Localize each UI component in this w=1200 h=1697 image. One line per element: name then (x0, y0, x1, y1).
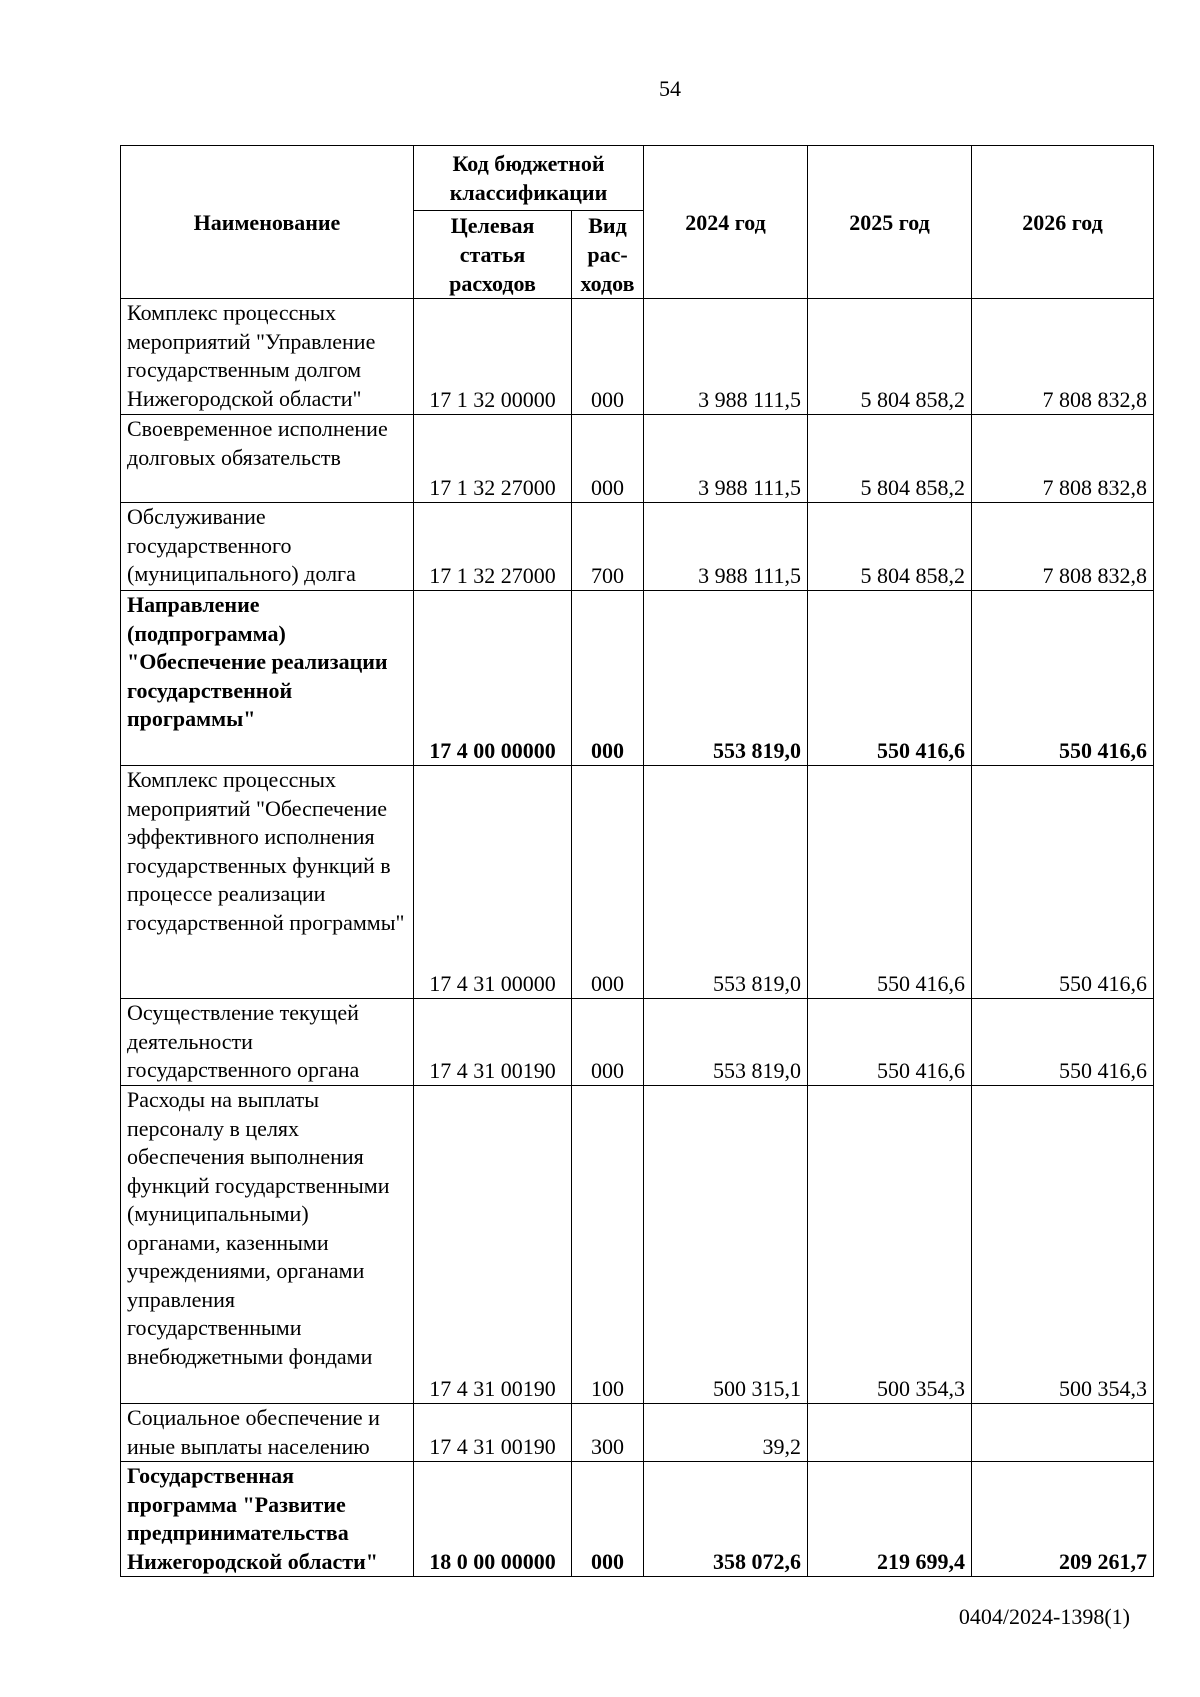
row-kind: 000 (572, 299, 644, 415)
header-2025: 2025 год (808, 146, 972, 299)
header-2026: 2026 год (972, 146, 1154, 299)
row-value-2025: 550 416,6 (808, 766, 972, 999)
row-value-2026: 500 354,3 (972, 1086, 1154, 1404)
row-value-2025: 5 804 858,2 (808, 299, 972, 415)
row-value-2025: 5 804 858,2 (808, 415, 972, 503)
page-number: 54 (659, 76, 681, 101)
table-row (121, 1086, 1154, 1404)
header-2024: 2024 год (644, 146, 808, 299)
row-kind: 000 (572, 766, 644, 999)
row-value-2024: 3 988 111,5 (644, 503, 808, 591)
document-id: 0404/2024-1398(1) (958, 1604, 1130, 1629)
row-value-2026: 209 261,7 (972, 1462, 1154, 1577)
budget-table (120, 145, 1154, 1577)
table-row (121, 299, 1154, 415)
row-name: Обслуживание государственного (муниципального) долга (121, 503, 414, 591)
row-kind: 000 (572, 591, 644, 766)
row-code: 17 4 31 00000 (414, 766, 572, 999)
row-value-2024: 358 072,6 (644, 1462, 808, 1577)
table-row (121, 1404, 1154, 1462)
row-value-2026: 550 416,6 (972, 766, 1154, 999)
row-value-2025: 550 416,6 (808, 591, 972, 766)
row-value-2024: 3 988 111,5 (644, 299, 808, 415)
table-row (121, 415, 1154, 503)
row-value-2026: 7 808 832,8 (972, 503, 1154, 591)
header-name: Наименование (121, 146, 414, 299)
row-code: 17 4 31 00190 (414, 999, 572, 1086)
row-code: 17 1 32 27000 (414, 415, 572, 503)
row-code: 17 4 31 00190 (414, 1404, 572, 1462)
row-code: 17 4 00 00000 (414, 591, 572, 766)
row-value-2026 (972, 1404, 1154, 1462)
row-value-2024: 553 819,0 (644, 591, 808, 766)
row-value-2024: 500 315,1 (644, 1086, 808, 1404)
row-value-2026: 550 416,6 (972, 999, 1154, 1086)
row-name: Социальное обеспечение и иные выплаты населению (121, 1404, 414, 1462)
row-kind: 100 (572, 1086, 644, 1404)
row-name: Государственная программа "Развитие предпринимательства Нижегородской области" (121, 1462, 414, 1577)
header-target-article: Целевая статья расходов (414, 211, 572, 299)
table-row (121, 591, 1154, 766)
table-row (121, 999, 1154, 1086)
row-value-2026: 7 808 832,8 (972, 299, 1154, 415)
row-value-2026: 550 416,6 (972, 591, 1154, 766)
row-code: 17 1 32 00000 (414, 299, 572, 415)
row-value-2024: 39,2 (644, 1404, 808, 1462)
row-kind: 300 (572, 1404, 644, 1462)
row-kind: 000 (572, 415, 644, 503)
row-name: Своевременное исполнение долговых обязательств (121, 415, 414, 503)
table-row (121, 766, 1154, 999)
row-value-2024: 553 819,0 (644, 999, 808, 1086)
row-value-2025: 5 804 858,2 (808, 503, 972, 591)
row-value-2026: 7 808 832,8 (972, 415, 1154, 503)
row-name: Комплекс процессных мероприятий "Управление государственным долгом Нижегородской области" (121, 299, 414, 415)
row-name: Комплекс процессных мероприятий "Обеспечение эффективного исполнения государственных функций в процессе реализации государственной программы" (121, 766, 414, 999)
row-code: 17 4 31 00190 (414, 1086, 572, 1404)
row-value-2025 (808, 1404, 972, 1462)
row-value-2025: 500 354,3 (808, 1086, 972, 1404)
table-row (121, 1462, 1154, 1577)
row-value-2025: 550 416,6 (808, 999, 972, 1086)
row-kind: 000 (572, 999, 644, 1086)
header-expense-type: Вид рас-ходов (572, 211, 644, 299)
row-code: 18 0 00 00000 (414, 1462, 572, 1577)
row-kind: 000 (572, 1462, 644, 1577)
table-row (121, 503, 1154, 591)
header-code-group: Код бюджетной классификации (414, 146, 644, 211)
row-kind: 700 (572, 503, 644, 591)
row-name: Расходы на выплаты персоналу в целях обеспечения выполнения функций государственными (муниципальными) органами, казенными учреждениями, органами управления государственными внебюджетными фондами (121, 1086, 414, 1404)
row-value-2025: 219 699,4 (808, 1462, 972, 1577)
row-value-2024: 3 988 111,5 (644, 415, 808, 503)
row-name: Направление (подпрограмма) "Обеспечение реализации государственной программы" (121, 591, 414, 766)
row-code: 17 1 32 27000 (414, 503, 572, 591)
row-name: Осуществление текущей деятельности государственного органа (121, 999, 414, 1086)
row-value-2024: 553 819,0 (644, 766, 808, 999)
